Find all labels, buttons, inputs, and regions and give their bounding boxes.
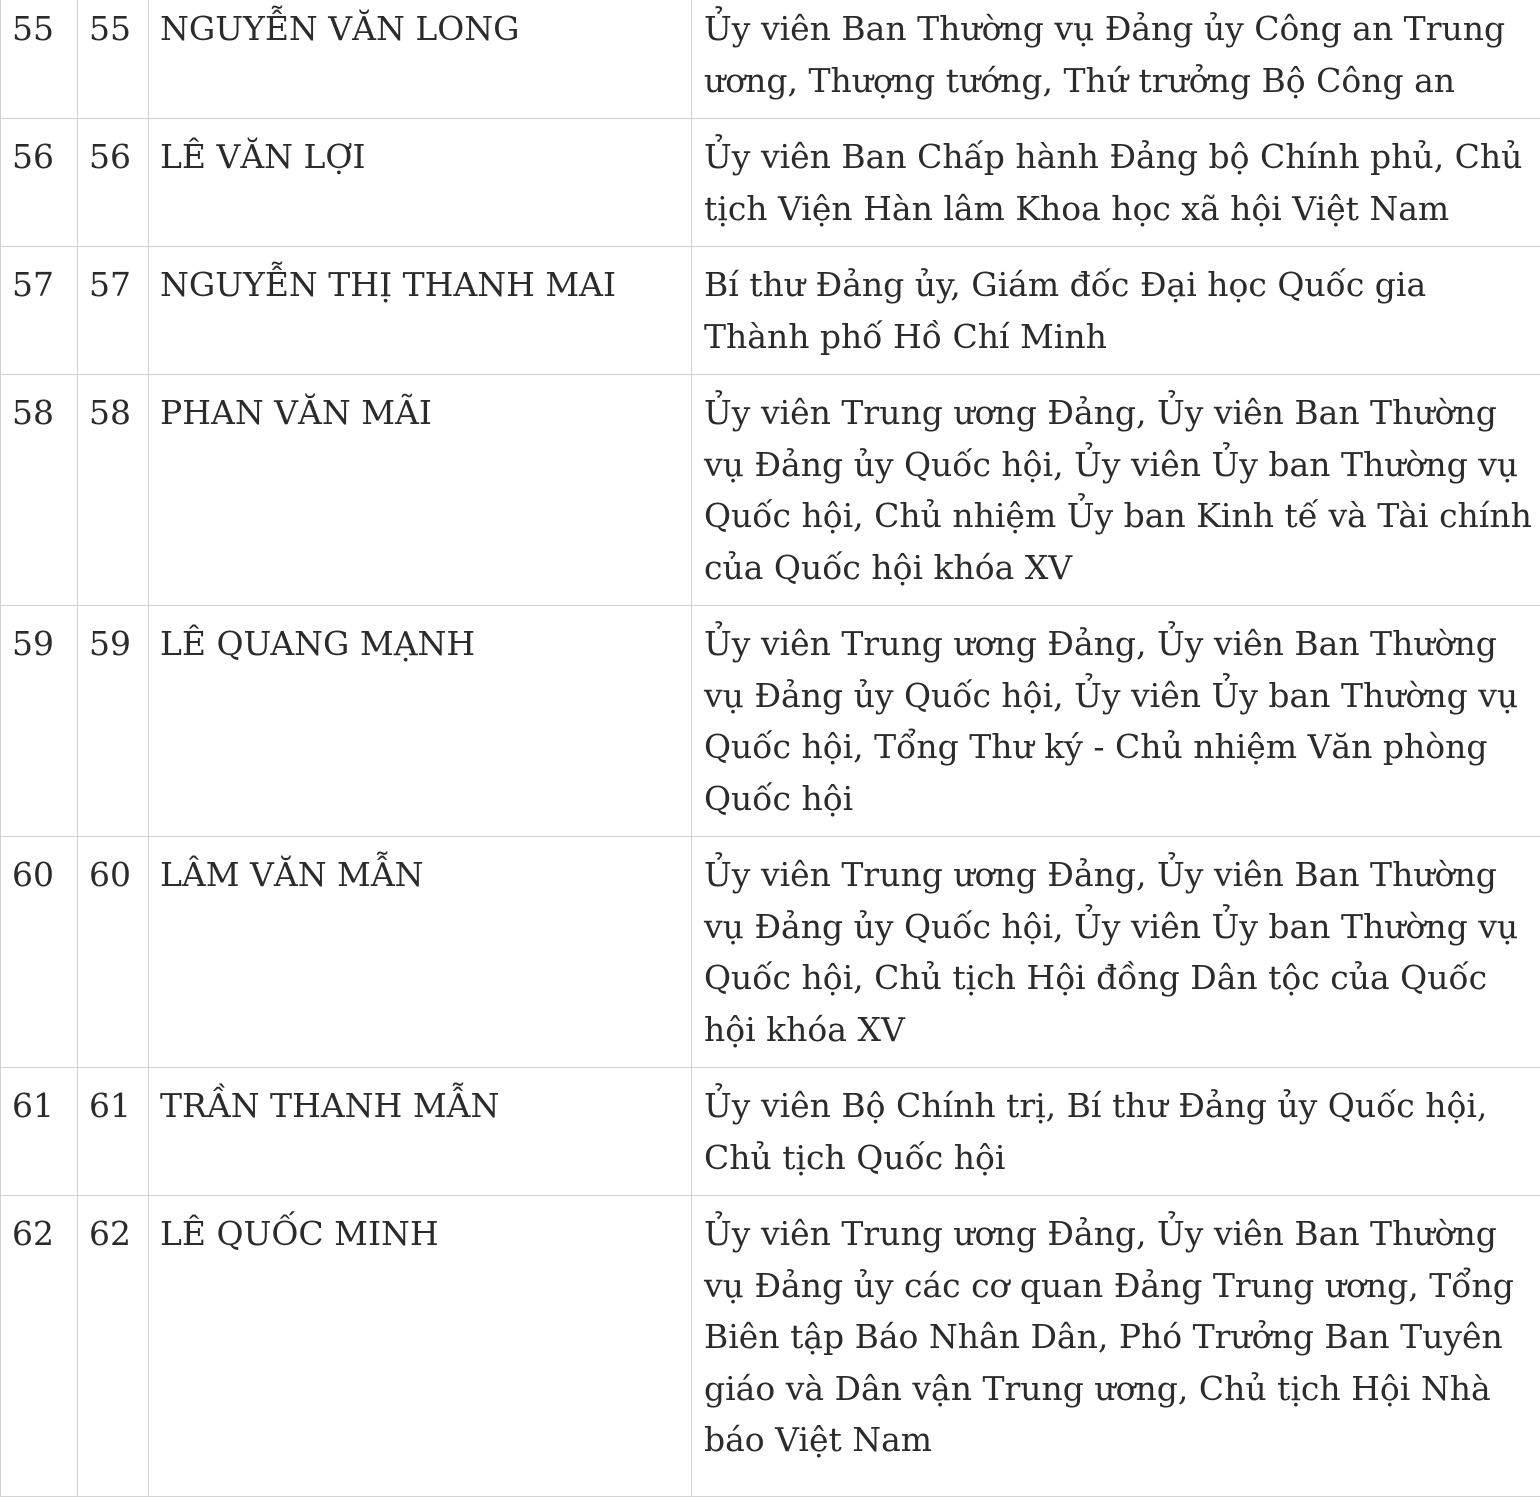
- ballot-number: 61: [78, 1068, 149, 1196]
- table-row: [1, 247, 1540, 375]
- row-number: 59: [1, 606, 78, 837]
- table-row: [1, 1068, 1540, 1196]
- candidate-position: Ủy viên Trung ương Đảng, Ủy viên Ban Thường vụ Đảng ủy Quốc hội, Ủy viên Ủy ban Thường vụ Quốc hội, Chủ tịch Hội đồng Dân tộc của Quốc hội khóa XV: [692, 837, 1540, 1068]
- candidate-name: LÊ VĂN LỢI: [149, 119, 692, 247]
- ballot-number: 55: [78, 0, 149, 119]
- candidate-name: TRẦN THANH MẪN: [149, 1068, 692, 1196]
- row-number: 60: [1, 837, 78, 1068]
- candidate-name: LÊ QUANG MẠNH: [149, 606, 692, 837]
- ballot-number: 59: [78, 606, 149, 837]
- ballot-number: 57: [78, 247, 149, 375]
- ballot-number: 58: [78, 375, 149, 606]
- row-number: 55: [1, 0, 78, 119]
- ballot-number: 60: [78, 837, 149, 1068]
- row-number: 62: [1, 1196, 78, 1497]
- table-row: [1, 837, 1540, 1068]
- table-row: [1, 0, 1540, 119]
- candidate-position: Ủy viên Bộ Chính trị, Bí thư Đảng ủy Quốc hội, Chủ tịch Quốc hội: [692, 1068, 1540, 1196]
- candidate-position: Ủy viên Trung ương Đảng, Ủy viên Ban Thường vụ Đảng ủy Quốc hội, Ủy viên Ủy ban Thường vụ Quốc hội, Tổng Thư ký - Chủ nhiệm Văn phòng Quốc hội: [692, 606, 1540, 837]
- table-row: [1, 375, 1540, 606]
- ballot-number: 62: [78, 1196, 149, 1497]
- candidate-position: Bí thư Đảng ủy, Giám đốc Đại học Quốc gia Thành phố Hồ Chí Minh: [692, 247, 1540, 375]
- candidate-name: LÊ QUỐC MINH: [149, 1196, 692, 1497]
- candidate-name: NGUYỄN VĂN LONG: [149, 0, 692, 119]
- row-number: 56: [1, 119, 78, 247]
- candidate-position: Ủy viên Trung ương Đảng, Ủy viên Ban Thường vụ Đảng ủy các cơ quan Đảng Trung ương, Tổng Biên tập Báo Nhân Dân, Phó Trưởng Ban Tuyên giáo và Dân vận Trung ương, Chủ tịch Hội Nhà báo Việt Nam: [692, 1196, 1540, 1497]
- table-row: [1, 606, 1540, 837]
- ballot-number: 56: [78, 119, 149, 247]
- candidate-position: Ủy viên Ban Thường vụ Đảng ủy Công an Trung ương, Thượng tướng, Thứ trưởng Bộ Công an: [692, 0, 1540, 119]
- table-row: [1, 119, 1540, 247]
- candidate-name: LÂM VĂN MẪN: [149, 837, 692, 1068]
- table-row: [1, 1196, 1540, 1497]
- candidate-name: NGUYỄN THỊ THANH MAI: [149, 247, 692, 375]
- row-number: 57: [1, 247, 78, 375]
- candidate-position: Ủy viên Ban Chấp hành Đảng bộ Chính phủ, Chủ tịch Viện Hàn lâm Khoa học xã hội Việt Nam: [692, 119, 1540, 247]
- candidate-position: Ủy viên Trung ương Đảng, Ủy viên Ban Thường vụ Đảng ủy Quốc hội, Ủy viên Ủy ban Thường vụ Quốc hội, Chủ nhiệm Ủy ban Kinh tế và Tài chính của Quốc hội khóa XV: [692, 375, 1540, 606]
- row-number: 61: [1, 1068, 78, 1196]
- row-number: 58: [1, 375, 78, 606]
- candidate-name: PHAN VĂN MÃI: [149, 375, 692, 606]
